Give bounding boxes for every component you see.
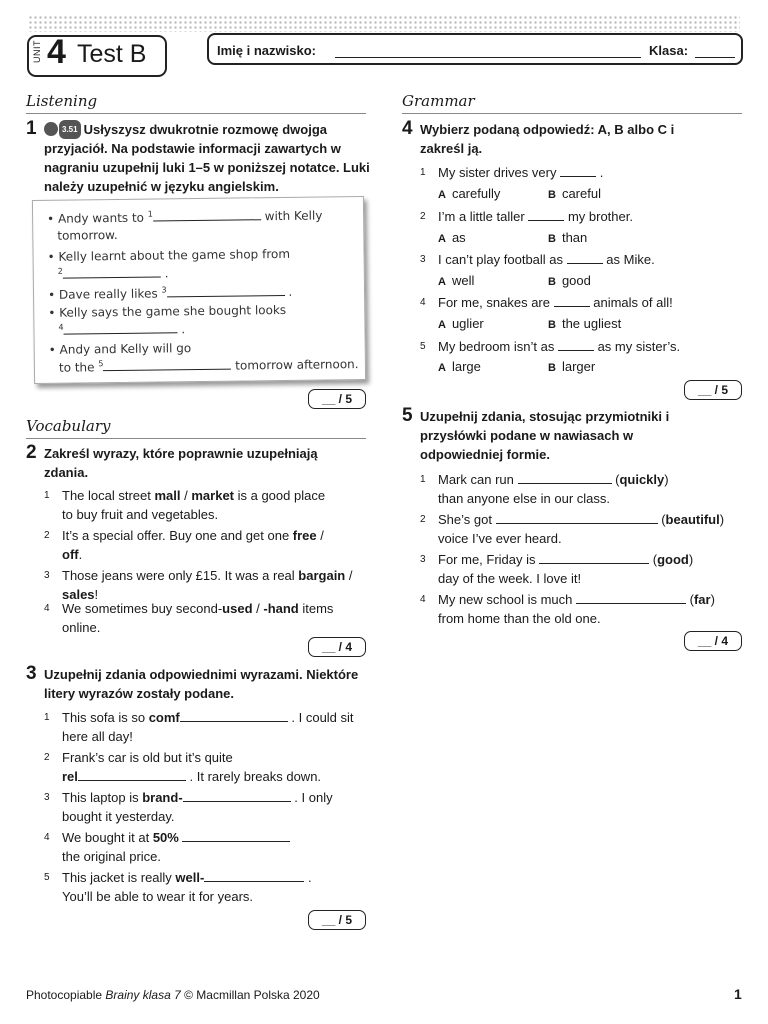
score-box[interactable]: __ / 4 (684, 631, 742, 651)
question-number: 4 (420, 297, 426, 308)
grammar-question: My bedroom isn’t as as my sister’s. (438, 339, 681, 354)
class-field[interactable] (695, 57, 735, 58)
unit-number: 4 (47, 33, 66, 71)
class-label: Klasa: (649, 43, 689, 58)
score-box[interactable]: __ / 5 (308, 389, 366, 409)
question-number: 5 (420, 341, 426, 352)
question-number: 2 (420, 514, 426, 525)
answer-blank[interactable] (182, 830, 290, 842)
option-word[interactable]: used (222, 601, 253, 616)
option-word[interactable]: mall (154, 488, 181, 503)
note-line-3: • Dave really likes $^3$ . (47, 284, 293, 302)
answer-blank[interactable] (554, 295, 590, 307)
gap-5[interactable] (103, 358, 231, 372)
vocabulary-section-title: Vocabulary (26, 417, 111, 435)
gap-4[interactable] (63, 321, 177, 334)
exercise-5-instruction: Uzupełnij zdania, stosując przymiotniki i przysłówki podane w nawiasach w odpowiedniej formie. (420, 409, 670, 462)
answer-blank[interactable] (567, 252, 603, 264)
answer-blank[interactable] (576, 592, 686, 604)
option-a[interactable]: A large (438, 359, 481, 374)
page-number: 1 (734, 986, 742, 1002)
answer-blank[interactable] (180, 710, 288, 722)
vocab-question: The local street mall / market is a good place to buy fruit and vegetables. (62, 488, 326, 522)
question-number: 1 (420, 474, 426, 485)
exercise-4-instruction: Wybierz podaną odpowiedź: A, B albo C i zakreśl ją. (420, 122, 675, 156)
vocab-question: It’s a special offer. Buy one and get one free / off. (62, 528, 324, 562)
question-number: 1 (44, 490, 50, 501)
grammar-fill-question: Mark can run (quickly) than anyone else in our class. (438, 472, 669, 506)
option-b[interactable]: B good (548, 273, 591, 288)
score-box[interactable]: __ / 5 (308, 910, 366, 930)
listening-section-title: Listening (26, 92, 98, 110)
vocab-fill-question: This laptop is brand- . I only bought it yesterday. (62, 790, 333, 824)
option-word[interactable]: free (292, 528, 317, 543)
option-b[interactable]: B the ugliest (548, 316, 622, 331)
option-word[interactable]: market (191, 488, 234, 503)
handwritten-note-card (32, 196, 366, 384)
question-number: 2 (44, 530, 50, 541)
option-word[interactable]: sales (62, 587, 95, 602)
copyright-footer: Photocopiable Brainy klasa 7 © Macmillan Polska 2020 (26, 988, 320, 1002)
answer-blank[interactable] (496, 512, 658, 524)
answer-blank[interactable] (183, 790, 291, 802)
note-line-5: • Andy and Kelly will go (48, 341, 192, 357)
option-a[interactable]: A carefully (438, 186, 501, 201)
exercise-3-instruction: Uzupełnij zdania odpowiednimi wyrazami. Niektóre litery wyrazów zostały podane. (44, 667, 359, 701)
option-b[interactable]: B careful (548, 186, 601, 201)
answer-blank[interactable] (518, 472, 612, 484)
unit-label: UNIT (32, 40, 42, 63)
answer-blank[interactable] (78, 769, 186, 781)
question-number: 2 (44, 752, 50, 763)
vocab-question: We sometimes buy second-used / -hand items online. (62, 601, 334, 635)
answer-blank[interactable] (204, 870, 304, 882)
answer-blank[interactable] (528, 209, 564, 221)
note-line-5b: to the $^5$ tomorrow afternoon. (58, 357, 359, 375)
option-a[interactable]: A uglier (438, 316, 484, 331)
question-number: 5 (44, 872, 50, 883)
option-word[interactable]: -hand (263, 601, 299, 616)
option-b[interactable]: B than (548, 230, 588, 245)
section-divider (26, 113, 366, 114)
option-b[interactable]: B larger (548, 359, 596, 374)
question-number: 3 (420, 554, 426, 565)
question-number: 2 (420, 211, 426, 222)
question-number: 3 (420, 254, 426, 265)
note-line-2: • Kelly learnt about the game shop from (47, 246, 291, 264)
answer-blank[interactable] (560, 165, 596, 177)
name-label: Imię i nazwisko: (217, 43, 316, 58)
grammar-fill-question: For me, Friday is (good) day of the week. I love it! (438, 552, 694, 586)
note-line-4b: $^4$ . (58, 322, 186, 337)
vocab-fill-question: We bought it at 50% the original price. (62, 828, 368, 866)
test-title: Test B (77, 40, 147, 68)
exercise-2-instruction: Zakreśl wyrazy, które poprawnie uzupełniają zdania. (44, 446, 318, 480)
note-line-2b: $^2$ . (57, 266, 169, 281)
exercise-number: 5 (402, 405, 413, 426)
answer-blank[interactable] (539, 552, 649, 564)
question-number: 4 (420, 594, 426, 605)
gap-3[interactable] (166, 284, 284, 297)
note-line-1: • Andy wants to $^1$ with Kelly (47, 208, 323, 226)
vocab-fill-question: This sofa is so comf . I could sit here all day! (62, 710, 354, 744)
exercise-number: 2 (26, 442, 37, 463)
header-dot-pattern (28, 15, 740, 32)
answer-blank[interactable] (558, 339, 594, 351)
vocab-question: Those jeans were only £15. It was a real bargain / sales! (62, 568, 353, 602)
option-word[interactable]: bargain (298, 568, 346, 583)
grammar-question: I’m a little taller my brother. (438, 209, 633, 224)
option-a[interactable]: A well (438, 273, 475, 288)
grammar-fill-question: She’s got (beautiful) voice I’ve ever heard. (438, 512, 725, 546)
option-a[interactable]: A as (438, 230, 466, 245)
question-number: 1 (44, 712, 50, 723)
gap-2[interactable] (63, 265, 161, 278)
vocab-fill-question: Frank’s car is old but it’s quite rel . It rarely breaks down. (62, 750, 322, 784)
grammar-question: My sister drives very . (438, 165, 604, 180)
note-line-4: • Kelly says the game she bought looks (48, 302, 287, 320)
exercise-number: 1 (26, 118, 37, 139)
audio-cd-icon[interactable] (44, 122, 58, 136)
exercise-number: 3 (26, 663, 37, 684)
instruction-text: Usłyszysz dwukrotnie rozmowę dwojga przyjaciół. Na podstawie informacji zawartych w nagraniu uzupełnij luki 1–5 w poniższej notatce. Luki należy uzupełnić w języku angielskim. (44, 122, 370, 194)
track-badge: 3.51 (59, 120, 81, 139)
note-line-1b: tomorrow. (57, 227, 118, 243)
question-number: 4 (44, 603, 50, 614)
grammar-section-title: Grammar (402, 92, 475, 110)
unit-badge (27, 35, 167, 77)
name-field[interactable] (335, 57, 641, 58)
student-info-box (207, 33, 743, 65)
grammar-question: I can’t play football as as Mike. (438, 252, 655, 267)
exercise-1-instruction (44, 120, 370, 196)
vocab-fill-question: This jacket is really well- . You’ll be able to wear it for years. (62, 870, 312, 904)
question-number: 3 (44, 792, 50, 803)
score-box[interactable]: __ / 5 (684, 380, 742, 400)
option-word[interactable]: off (62, 547, 79, 562)
grammar-fill-question: My new school is much (far) from home than the old one. (438, 592, 715, 626)
section-divider (402, 113, 742, 114)
question-number: 3 (44, 570, 50, 581)
section-divider (26, 438, 366, 439)
question-number: 1 (420, 167, 426, 178)
exercise-number: 4 (402, 118, 413, 139)
score-box[interactable]: __ / 4 (308, 637, 366, 657)
grammar-question: For me, snakes are animals of all! (438, 295, 673, 310)
question-number: 4 (44, 832, 50, 843)
gap-1[interactable] (153, 208, 261, 221)
